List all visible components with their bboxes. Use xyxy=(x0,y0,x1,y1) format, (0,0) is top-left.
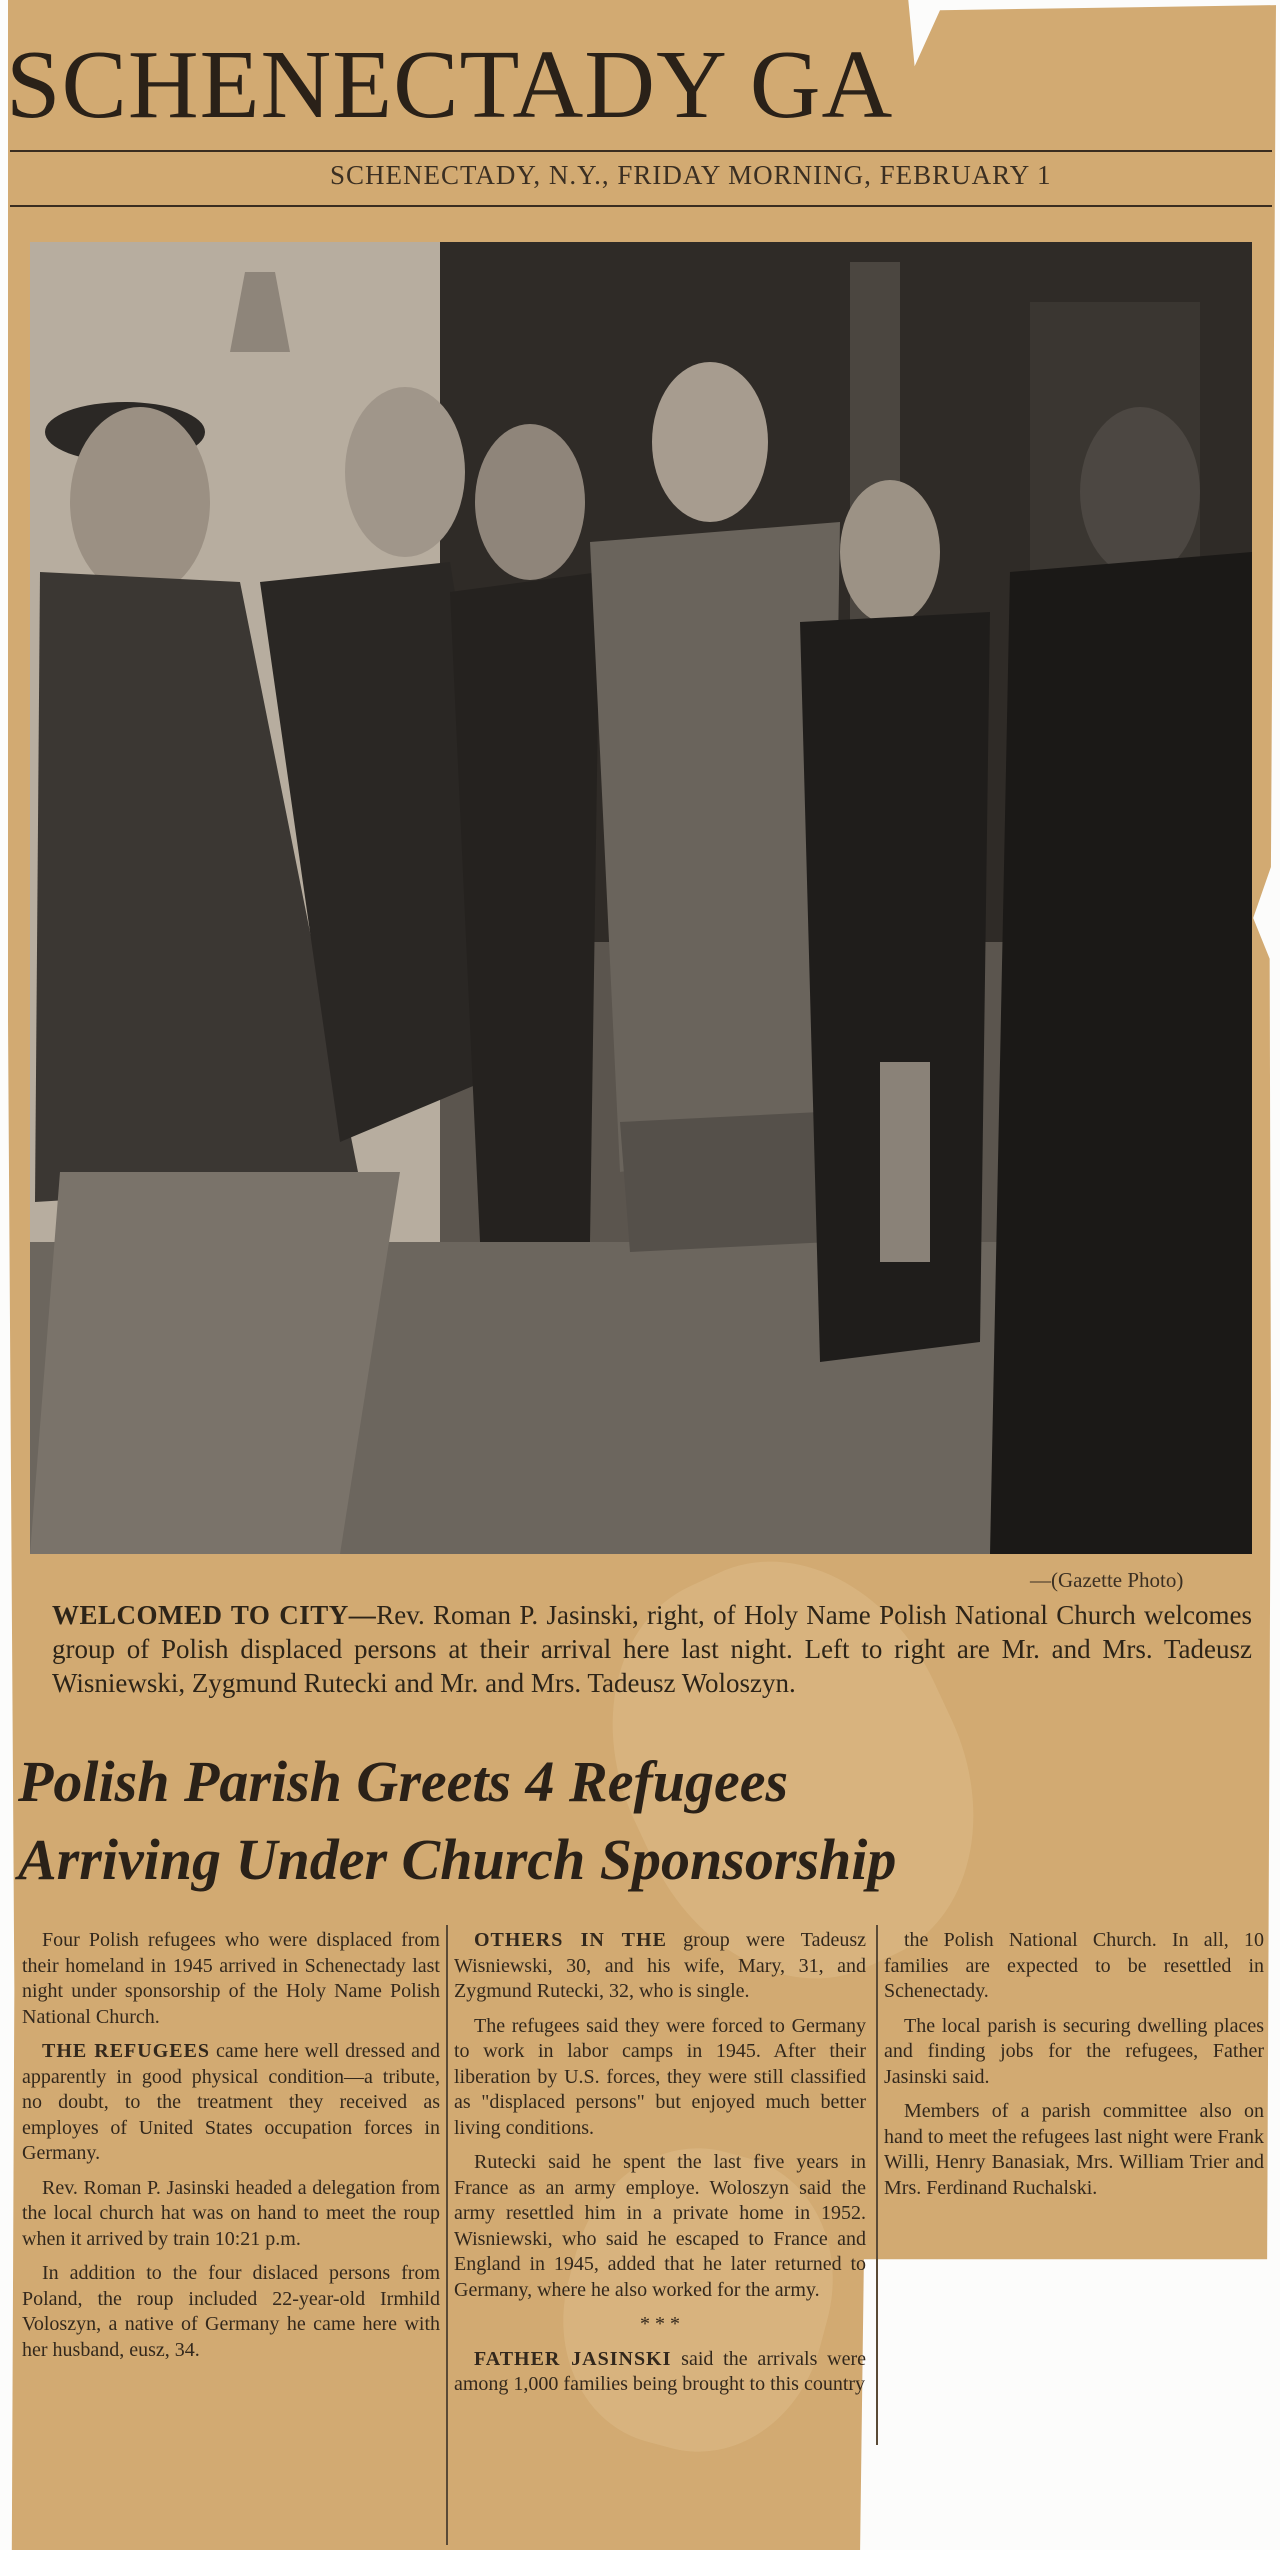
dateline-rule xyxy=(10,205,1272,207)
paragraph: the Polish National Church. In all, 10 families are expected to be resettled in Schenectady. xyxy=(884,1929,1264,2002)
column-divider xyxy=(876,1925,878,2445)
article-column-1 xyxy=(22,1928,440,2372)
article-column-3 xyxy=(884,1928,1264,2210)
caption-text: Rev. Roman P. Jasinski, right, of Holy Name Polish National Church welcomes group of Polish displaced persons at their arrival here last night. Left to right are Mr. and Mrs. Tadeusz Wisniewski, Zygmund Rutecki and Mr. and Mrs. Tadeusz Woloszyn. xyxy=(52,1600,1252,1698)
newspaper-masthead: SCHENECTADY GA xyxy=(6,31,894,139)
section-separator: * * * xyxy=(640,2313,680,2335)
photo-image xyxy=(30,242,1252,1554)
paragraph: Four Polish refugees who were displaced from their homeland in 1945 arrived in Schenectady last night under sponsorship of the Holy Name Polish National Church. xyxy=(22,1929,440,2028)
paragraph: Rutecki said he spent the last five years in France as an army employe. Woloszyn said the army resettled him in a private home in 1952. Wisniewski, who said he escaped to France and England in 1945, added that he later returned to Germany, where he also worked for the army. xyxy=(454,2151,866,2301)
paragraph: Members of a parish committee also on hand to meet the refugees last night were Frank Willi, Henry Banasiak, Mrs. William Trier and Mrs. Ferdinand Ruchalski. xyxy=(884,2100,1264,2199)
dateline: SCHENECTADY, N.Y., FRIDAY MORNING, FEBRUARY 1 xyxy=(330,160,1052,190)
paragraph: In addition to the four dislaced persons from Poland, the roup included 22-year-old Irmhild Voloszyn, a native of Germany he came here with her husband, eusz, 34. xyxy=(22,2262,440,2361)
photo-caption xyxy=(52,1598,1252,1700)
paragraph: The local parish is securing dwelling places and finding jobs for the refugees, Father Jasinski said. xyxy=(884,2014,1264,2088)
paragraph: THE REFUGEES came here well dressed and apparently in good physical condition—a tribute, no doubt, to the treatment they received as employes of United States occupation forces in Germany. xyxy=(22,2040,440,2164)
news-photo xyxy=(30,242,1252,1554)
article-headline-line1: Polish Parish Greets 4 Refugees xyxy=(18,1749,789,1814)
column-divider xyxy=(446,1925,448,2545)
photo-credit: —(Gazette Photo) xyxy=(1030,1568,1184,1592)
paragraph: FATHER JASINSKI said the arrivals were among 1,000 families being brought to this country xyxy=(454,2347,866,2395)
paragraph: Rev. Roman P. Jasinski headed a delegation from the local church hat was on hand to meet the roup when it arrived by train 10:21 p.m. xyxy=(22,2176,440,2250)
article-headline-line2: Arriving Under Church Sponsorship xyxy=(18,1827,897,1892)
paragraph: The refugees said they were forced to Germany to work in labor camps in 1945. After their liberation by U.S. forces, they were still classified as "displaced persons" but enjoyed much better living conditions. xyxy=(454,2014,866,2139)
paragraph: OTHERS IN THE group were Tadeusz Wisniewski, 30, and his wife, Mary, 31, and Zygmund Rutecki, 32, who is single. xyxy=(454,1929,866,2002)
article-column-2 xyxy=(454,1928,866,2407)
caption-lead: WELCOMED TO CITY— xyxy=(52,1600,377,1630)
masthead-rule xyxy=(10,150,1272,152)
